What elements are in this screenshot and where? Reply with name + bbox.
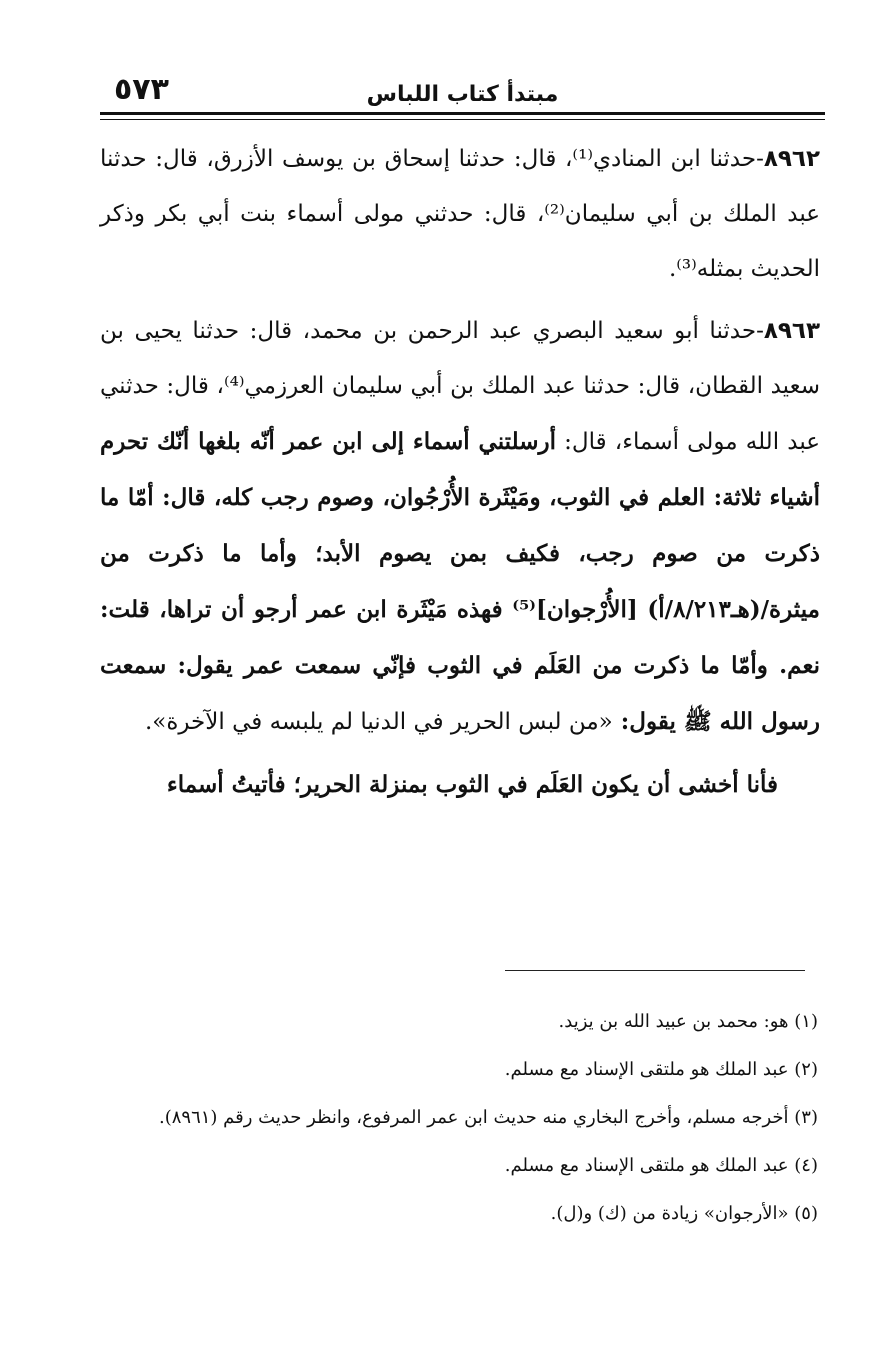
hadith-continuation: فأنا أخشى أن يكون العَلَم في الثوب بمنزلة الحرير؛ فأتيتُ أسماء	[166, 771, 778, 798]
footnotes	[100, 998, 818, 1238]
footnote-separator	[505, 970, 805, 971]
hadith-intro: -حدثنا أبو سعيد البصري عبد الرحمن بن محمد، قال: حدثنا يحيى بن سعيد القطان، قال: حدثنا عبد الملك بن أبي سليمان العرزمي⁽⁴⁾، قال: حدثني عبد الله مولى أسماء، قال:	[100, 318, 820, 455]
footnote-1: (١) هو: محمد بن عبيد الله بن يزيد.	[558, 1011, 818, 1032]
hadith-number: ٨٩٦٣	[763, 318, 820, 344]
hadith-matn: أرسلتني أسماء إلى ابن عمر أنّه بلغها أنّك تحرم أشياء ثلاثة: العلم في الثوب، ومَيْثَرة الأُرْجُوان، وصوم رجب كله، قال: أمّا ما ذكرت من صوم رجب، فكيف بمن يصوم الأبد؛ وأما ما ذكرت من ميثرة/(هـ٨/٢١٣/أ) [الأُرْجوان]⁽⁵⁾ فهذه مَيْثَرة ابن عمر أرجو أن تراها، قلت: نعم. وأمّا ما ذكرت من العَلَم في الثوب فإنّي سمعت عمر يقول: سمعت رسول الله ﷺ يقول:	[100, 428, 820, 735]
hadith-8962	[100, 132, 820, 297]
hadith-quote: «من لبس الحرير في الدنيا لم يلبسه في الآخرة».	[144, 709, 613, 735]
header-rule-thin	[100, 119, 825, 120]
hadith-text: -حدثنا ابن المنادي⁽¹⁾، قال: حدثنا إسحاق بن يوسف الأزرق، قال: حدثنا عبد الملك بن أبي سليمان⁽²⁾، قال: حدثني مولى أسماء بنت أبي بكر وذكر الحديث بمثله⁽³⁾.	[100, 146, 820, 282]
footnote-4: (٤) عبد الملك هو ملتقى الإسناد مع مسلم.	[504, 1155, 818, 1176]
page-number: ٥٧٣	[114, 72, 169, 107]
page-header	[100, 62, 825, 120]
running-title: مبتدأ كتاب اللباس	[366, 82, 559, 107]
main-text	[100, 132, 820, 819]
hadith-number: ٨٩٦٢	[763, 146, 821, 172]
hadith-8963	[100, 304, 820, 750]
header-rule-thick	[100, 112, 825, 115]
footnote-2: (٢) عبد الملك هو ملتقى الإسناد مع مسلم.	[504, 1059, 818, 1080]
footnote-5: (٥) «الأرجوان» زيادة من (ك) و(ل).	[550, 1203, 818, 1224]
footnote-3: (٣) أخرجه مسلم، وأخرج البخاري منه حديث ابن عمر المرفوع، وانظر حديث رقم (٨٩٦١).	[159, 1107, 818, 1128]
